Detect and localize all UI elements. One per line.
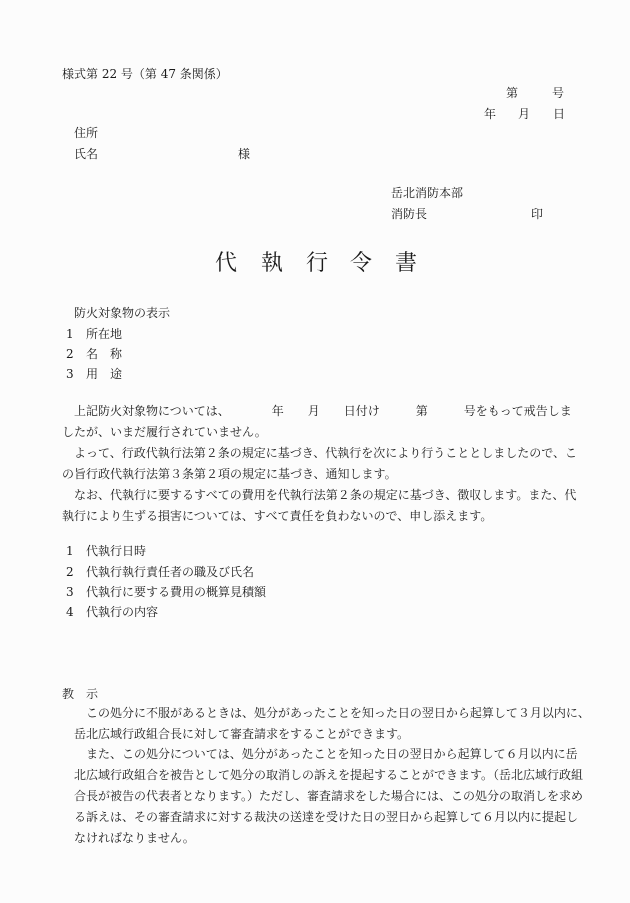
honorific: 様: [238, 147, 251, 161]
execution-item-num: 1: [66, 544, 74, 558]
body-paragraph: [62, 401, 578, 527]
address-label: 住所: [74, 126, 99, 140]
body-line: の旨行政代執行法第３条第２項の規定に基づき、通知します。: [62, 467, 397, 481]
form-number: 様式第 22 号（第 47 条関係）: [62, 67, 228, 81]
execution-item-num: 2: [66, 565, 74, 579]
body-line: なお、代執行に要するすべての費用を代執行法第２条の規定に基づき、徴収します。また、代: [62, 488, 577, 502]
title-char: 代: [215, 251, 238, 276]
date-year: 年: [484, 107, 497, 121]
name-label: 氏名: [74, 147, 99, 161]
notice-paragraph-2: [62, 744, 584, 849]
notice-line: また、この処分については、処分があったことを知った日の翌日から起算して６月以内に岳: [62, 747, 578, 761]
target-item-location: 所在地: [86, 327, 123, 341]
notice-heading: 教 示: [62, 687, 99, 701]
target-item-num: 2: [66, 347, 74, 361]
body-line: よって、行政代執行法第２条の規定に基づき、代執行を次により行うこととしましたので、こ: [62, 446, 578, 460]
notice-line: る訴えは、その審査請求に対する裁決の送達を受けた日の翌日から起算して６月以内に提起し: [62, 810, 579, 824]
notice-line: 岳北広域行政組合長に対して審査請求をすることができます。: [62, 727, 410, 741]
notice-line: この処分に不服があるときは、処分があったことを知った日の翌日から起算して３月以内に、: [62, 706, 590, 720]
doc-number-prefix: 第: [506, 86, 519, 100]
title-char: 令: [350, 251, 373, 276]
body-line: したが、いまだ履行されていません。: [62, 425, 267, 439]
seal-mark: 印: [531, 207, 544, 221]
execution-item-num: 4: [66, 605, 74, 619]
target-item-num: 1: [66, 327, 74, 341]
execution-item-content: 代執行の内容: [86, 605, 159, 619]
body-line: 執行により生ずる損害については、すべて責任を負わないので、申し添えます。: [62, 509, 493, 523]
title-char: 行: [306, 251, 329, 276]
document-title: [0, 253, 630, 279]
execution-item-cost: 代執行に要する費用の概算見積額: [86, 585, 267, 599]
target-heading: 防火対象物の表示: [74, 306, 171, 320]
notice-line: 合長が被告の代表者となります。）ただし、審査請求をした場合には、この処分の取消しを求め: [62, 789, 584, 803]
doc-number-suffix: 号: [552, 86, 565, 100]
notice-paragraph-1: [62, 703, 590, 745]
title-char: 書: [395, 251, 418, 276]
date-month: 月: [518, 107, 531, 121]
title-char: 執: [261, 251, 284, 276]
target-item-use: 用 途: [86, 367, 123, 381]
execution-item-num: 3: [66, 585, 74, 599]
execution-item-datetime: 代執行日時: [86, 544, 147, 558]
notice-line: 北広域行政組合を被告として処分の取消しの訴えを提起することができます。（岳北広域行政組: [62, 768, 584, 782]
target-item-num: 3: [66, 367, 74, 381]
body-line: 上記防火対象物については、 年 月 日付け 第 号をもって戒告しま: [62, 404, 572, 418]
issuer-title: 消防長: [391, 207, 428, 221]
notice-line: なければなりません。: [62, 831, 195, 845]
date-day: 日: [553, 107, 566, 121]
execution-item-officer: 代執行執行責任者の職及び氏名: [86, 565, 255, 579]
target-item-name: 名 称: [86, 347, 123, 361]
issuer-organization: 岳北消防本部: [391, 186, 464, 200]
